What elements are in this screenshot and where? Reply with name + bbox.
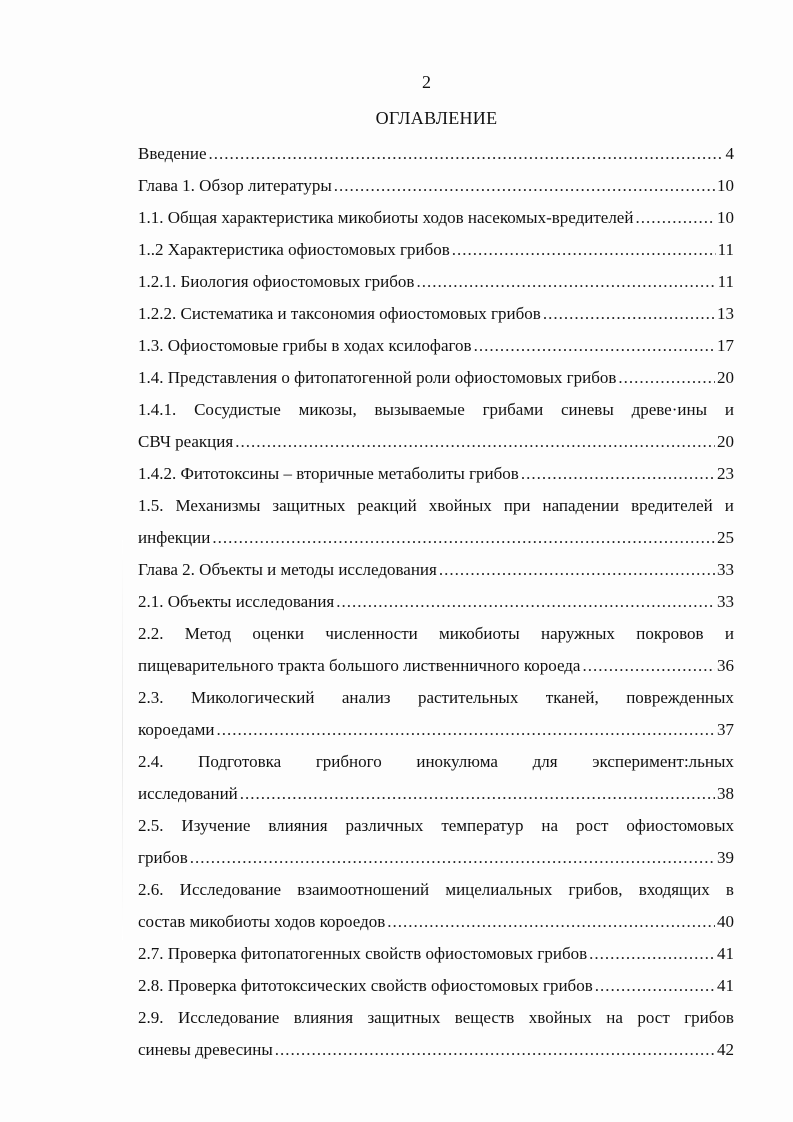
toc-entry-label: 1.2.1. Биология офиостомовых грибов	[138, 272, 415, 291]
toc-word: синевы	[561, 400, 614, 419]
toc-entry-page: 20	[717, 368, 734, 387]
toc-leader-dots	[635, 202, 715, 234]
toc-leader-dots	[618, 362, 715, 394]
toc-entry-label: 1.4.2. Фитотоксины – вторичные метаболиты грибов	[138, 464, 519, 483]
table-of-contents	[138, 138, 734, 1066]
toc-leader-dots	[543, 298, 715, 330]
toc-entry-page: 11	[717, 272, 734, 291]
toc-word: офиостомовых	[626, 816, 734, 835]
toc-entry-s2-3[interactable]	[138, 714, 734, 746]
toc-leader-dots	[452, 234, 716, 266]
toc-word: вредителей	[631, 496, 713, 515]
toc-word: инокулюма	[416, 752, 498, 771]
toc-entry-s1-2-1[interactable]	[138, 266, 734, 298]
toc-entry-s1-4-2[interactable]	[138, 458, 734, 490]
toc-word: на	[606, 1008, 623, 1027]
toc-entry-label: пищеварительного тракта большого лиственничного короеда	[138, 656, 581, 675]
toc-entry-page: 42	[717, 1040, 734, 1059]
toc-word: Микологический	[190, 688, 315, 707]
toc-entry-page: 13	[717, 304, 734, 323]
toc-entry-page: 23	[717, 464, 734, 483]
toc-title: ОГЛАВЛЕНИЕ	[375, 108, 498, 128]
toc-leader-dots	[582, 650, 715, 682]
toc-entry-label: Введение	[138, 144, 207, 163]
toc-word: 2.5.	[138, 816, 164, 835]
toc-entry-page: 39	[717, 848, 734, 867]
toc-leader-dots	[190, 842, 715, 874]
toc-word: растительных	[417, 688, 519, 707]
toc-leader-dots	[275, 1034, 715, 1066]
toc-entry-label: 2.7. Проверка фитопатогенных свойств офиостомовых грибов	[138, 944, 588, 963]
toc-word: 1.4.1.	[138, 400, 177, 419]
toc-leader-dots	[474, 330, 715, 362]
toc-word: Исследование	[177, 1008, 280, 1027]
toc-word: микобиоты	[439, 624, 520, 643]
toc-entry-page: 4	[725, 144, 734, 163]
toc-leader-dots	[212, 522, 715, 554]
toc-entry-page: 25	[717, 528, 734, 547]
page-number: 2	[422, 72, 431, 92]
toc-entry-page: 10	[717, 176, 734, 195]
toc-word: хвойных	[428, 496, 492, 515]
toc-entry-label: исследований	[138, 784, 238, 803]
toc-entry-label: Глава 2. Объекты и методы исследования	[138, 560, 437, 579]
toc-entry-ch1[interactable]	[138, 170, 734, 202]
toc-word: при	[503, 496, 531, 515]
toc-entry-s2-4-line1	[138, 746, 734, 778]
toc-entry-s1-2-2[interactable]	[138, 298, 734, 330]
toc-word: оценки	[252, 624, 305, 643]
toc-word: грибами	[482, 400, 544, 419]
toc-leader-dots	[416, 266, 715, 298]
toc-word: грибного	[315, 752, 382, 771]
toc-word: 2.4.	[138, 752, 164, 771]
toc-word: 1.5.	[138, 496, 164, 515]
toc-leader-dots	[589, 938, 715, 970]
toc-word: различных	[345, 816, 424, 835]
toc-word: рост	[576, 816, 609, 835]
toc-entry-s2-1[interactable]	[138, 586, 734, 618]
toc-entry-s2-4[interactable]	[138, 778, 734, 810]
toc-entry-page: 10	[717, 208, 734, 227]
scan-artifact	[122, 540, 123, 940]
toc-entry-label: 2.8. Проверка фитотоксических свойств офиостомовых грибов	[138, 976, 593, 995]
toc-word: входящих	[638, 880, 710, 899]
toc-entry-page: 37	[717, 720, 734, 739]
toc-word: рост	[637, 1008, 670, 1027]
toc-word: микозы,	[298, 400, 357, 419]
toc-word: вызываемые	[374, 400, 465, 419]
toc-entry-s1-2[interactable]	[138, 234, 734, 266]
toc-entry-label: 2.1. Объекты исследования	[138, 592, 335, 611]
toc-entry-label: 1.2.2. Систематика и таксономия офиостомовых грибов	[138, 304, 541, 323]
toc-entry-s2-8[interactable]	[138, 970, 734, 1002]
toc-leader-dots	[240, 778, 715, 810]
toc-entry-label: 1.3. Офиостомовые грибы в ходах ксилофагов	[138, 336, 472, 355]
toc-entry-page: 36	[717, 656, 734, 675]
toc-entry-s1-5[interactable]	[138, 522, 734, 554]
toc-word: Исследование	[179, 880, 282, 899]
toc-entry-s2-5-line1	[138, 810, 734, 842]
toc-entry-page: 33	[717, 592, 734, 611]
toc-entry-s2-6[interactable]	[138, 906, 734, 938]
toc-word: Метод	[184, 624, 232, 643]
toc-word: в	[725, 880, 734, 899]
toc-word: 2.9.	[138, 1008, 164, 1027]
toc-entry-s2-2[interactable]	[138, 650, 734, 682]
toc-word: Механизмы	[175, 496, 261, 515]
toc-entry-ch2[interactable]	[138, 554, 734, 586]
toc-word: древе·ины	[631, 400, 708, 419]
toc-leader-dots	[521, 458, 715, 490]
toc-word: влияния	[293, 1008, 354, 1027]
toc-word: реакций	[357, 496, 417, 515]
toc-entry-s2-2-line1	[138, 618, 734, 650]
toc-entry-label: синевы древесины	[138, 1040, 273, 1059]
toc-word: защитных	[367, 1008, 441, 1027]
toc-word: и	[724, 400, 734, 419]
toc-entry-label: инфекции	[138, 528, 211, 547]
toc-word: 2.2.	[138, 624, 164, 643]
toc-word: температур	[441, 816, 524, 835]
toc-word: взаимоотношений	[297, 880, 430, 899]
toc-leader-dots	[209, 138, 724, 170]
toc-leader-dots	[334, 170, 715, 202]
toc-leader-dots	[235, 426, 715, 458]
toc-word: эксперимент:льных	[592, 752, 734, 771]
toc-word: Сосудистые	[194, 400, 281, 419]
toc-entry-label: 1.4. Представления о фитопатогенной роли офиостомовых грибов	[138, 368, 617, 387]
toc-entry-s2-3-line1	[138, 682, 734, 714]
toc-entry-s2-7[interactable]	[138, 938, 734, 970]
toc-entry-s1-4[interactable]	[138, 362, 734, 394]
toc-word: Изучение	[181, 816, 251, 835]
toc-word: хвойных	[528, 1008, 592, 1027]
toc-entry-page: 33	[717, 560, 734, 579]
toc-entry-label: короедами	[138, 720, 215, 739]
toc-entry-s2-9-line1	[138, 1002, 734, 1034]
toc-word: численности	[325, 624, 418, 643]
toc-entry-page: 17	[717, 336, 734, 355]
toc-entry-page: 11	[717, 240, 734, 259]
toc-entry-s1-5-line1	[138, 490, 734, 522]
toc-entry-label: 1.1. Общая характеристика микобиоты ходов насекомых-вредителей	[138, 208, 634, 227]
toc-entry-s2-5[interactable]	[138, 842, 734, 874]
toc-word: покровов	[636, 624, 704, 643]
toc-leader-dots	[595, 970, 715, 1002]
toc-entry-page: 41	[717, 976, 734, 995]
toc-entry-page: 41	[717, 944, 734, 963]
toc-word: анализ	[341, 688, 391, 707]
toc-word: 2.3.	[138, 688, 164, 707]
toc-word: грибов,	[568, 880, 623, 899]
toc-word: грибов	[684, 1008, 734, 1027]
toc-word: для	[532, 752, 558, 771]
toc-entry-label: 1..2 Характеристика офиостомовых грибов	[138, 240, 450, 259]
toc-leader-dots	[216, 714, 715, 746]
toc-entry-s1-3[interactable]	[138, 330, 734, 362]
toc-entry-page: 20	[717, 432, 734, 451]
toc-entry-label: Глава 1. Обзор литературы	[138, 176, 332, 195]
toc-word: влияния	[268, 816, 328, 835]
toc-word: нападении	[542, 496, 620, 515]
toc-entry-label: СВЧ реакция	[138, 432, 234, 451]
toc-word: наружных	[540, 624, 615, 643]
toc-word: мицелиальных	[445, 880, 553, 899]
toc-word: и	[724, 496, 734, 515]
toc-word: и	[724, 624, 734, 643]
toc-entry-s2-9[interactable]	[138, 1034, 734, 1066]
toc-leader-dots	[387, 906, 715, 938]
toc-word: на	[541, 816, 559, 835]
toc-word: поврежденных	[626, 688, 734, 707]
toc-word: 2.6.	[138, 880, 164, 899]
toc-leader-dots	[439, 554, 715, 586]
toc-entry-page: 40	[717, 912, 734, 931]
toc-entry-s1-1[interactable]	[138, 202, 734, 234]
toc-entry-label: грибов	[138, 848, 188, 867]
toc-entry-s2-6-line1	[138, 874, 734, 906]
toc-word: тканей,	[545, 688, 599, 707]
toc-word: веществ	[454, 1008, 515, 1027]
toc-leader-dots	[336, 586, 715, 618]
toc-entry-s1-4-1-line1	[138, 394, 734, 426]
toc-entry-page: 38	[717, 784, 734, 803]
toc-entry-label: состав микобиоты ходов короедов	[138, 912, 386, 931]
toc-word: Подготовка	[198, 752, 282, 771]
toc-word: защитных	[272, 496, 346, 515]
toc-entry-s1-4-1[interactable]	[138, 426, 734, 458]
toc-entry-intro[interactable]	[138, 138, 734, 170]
